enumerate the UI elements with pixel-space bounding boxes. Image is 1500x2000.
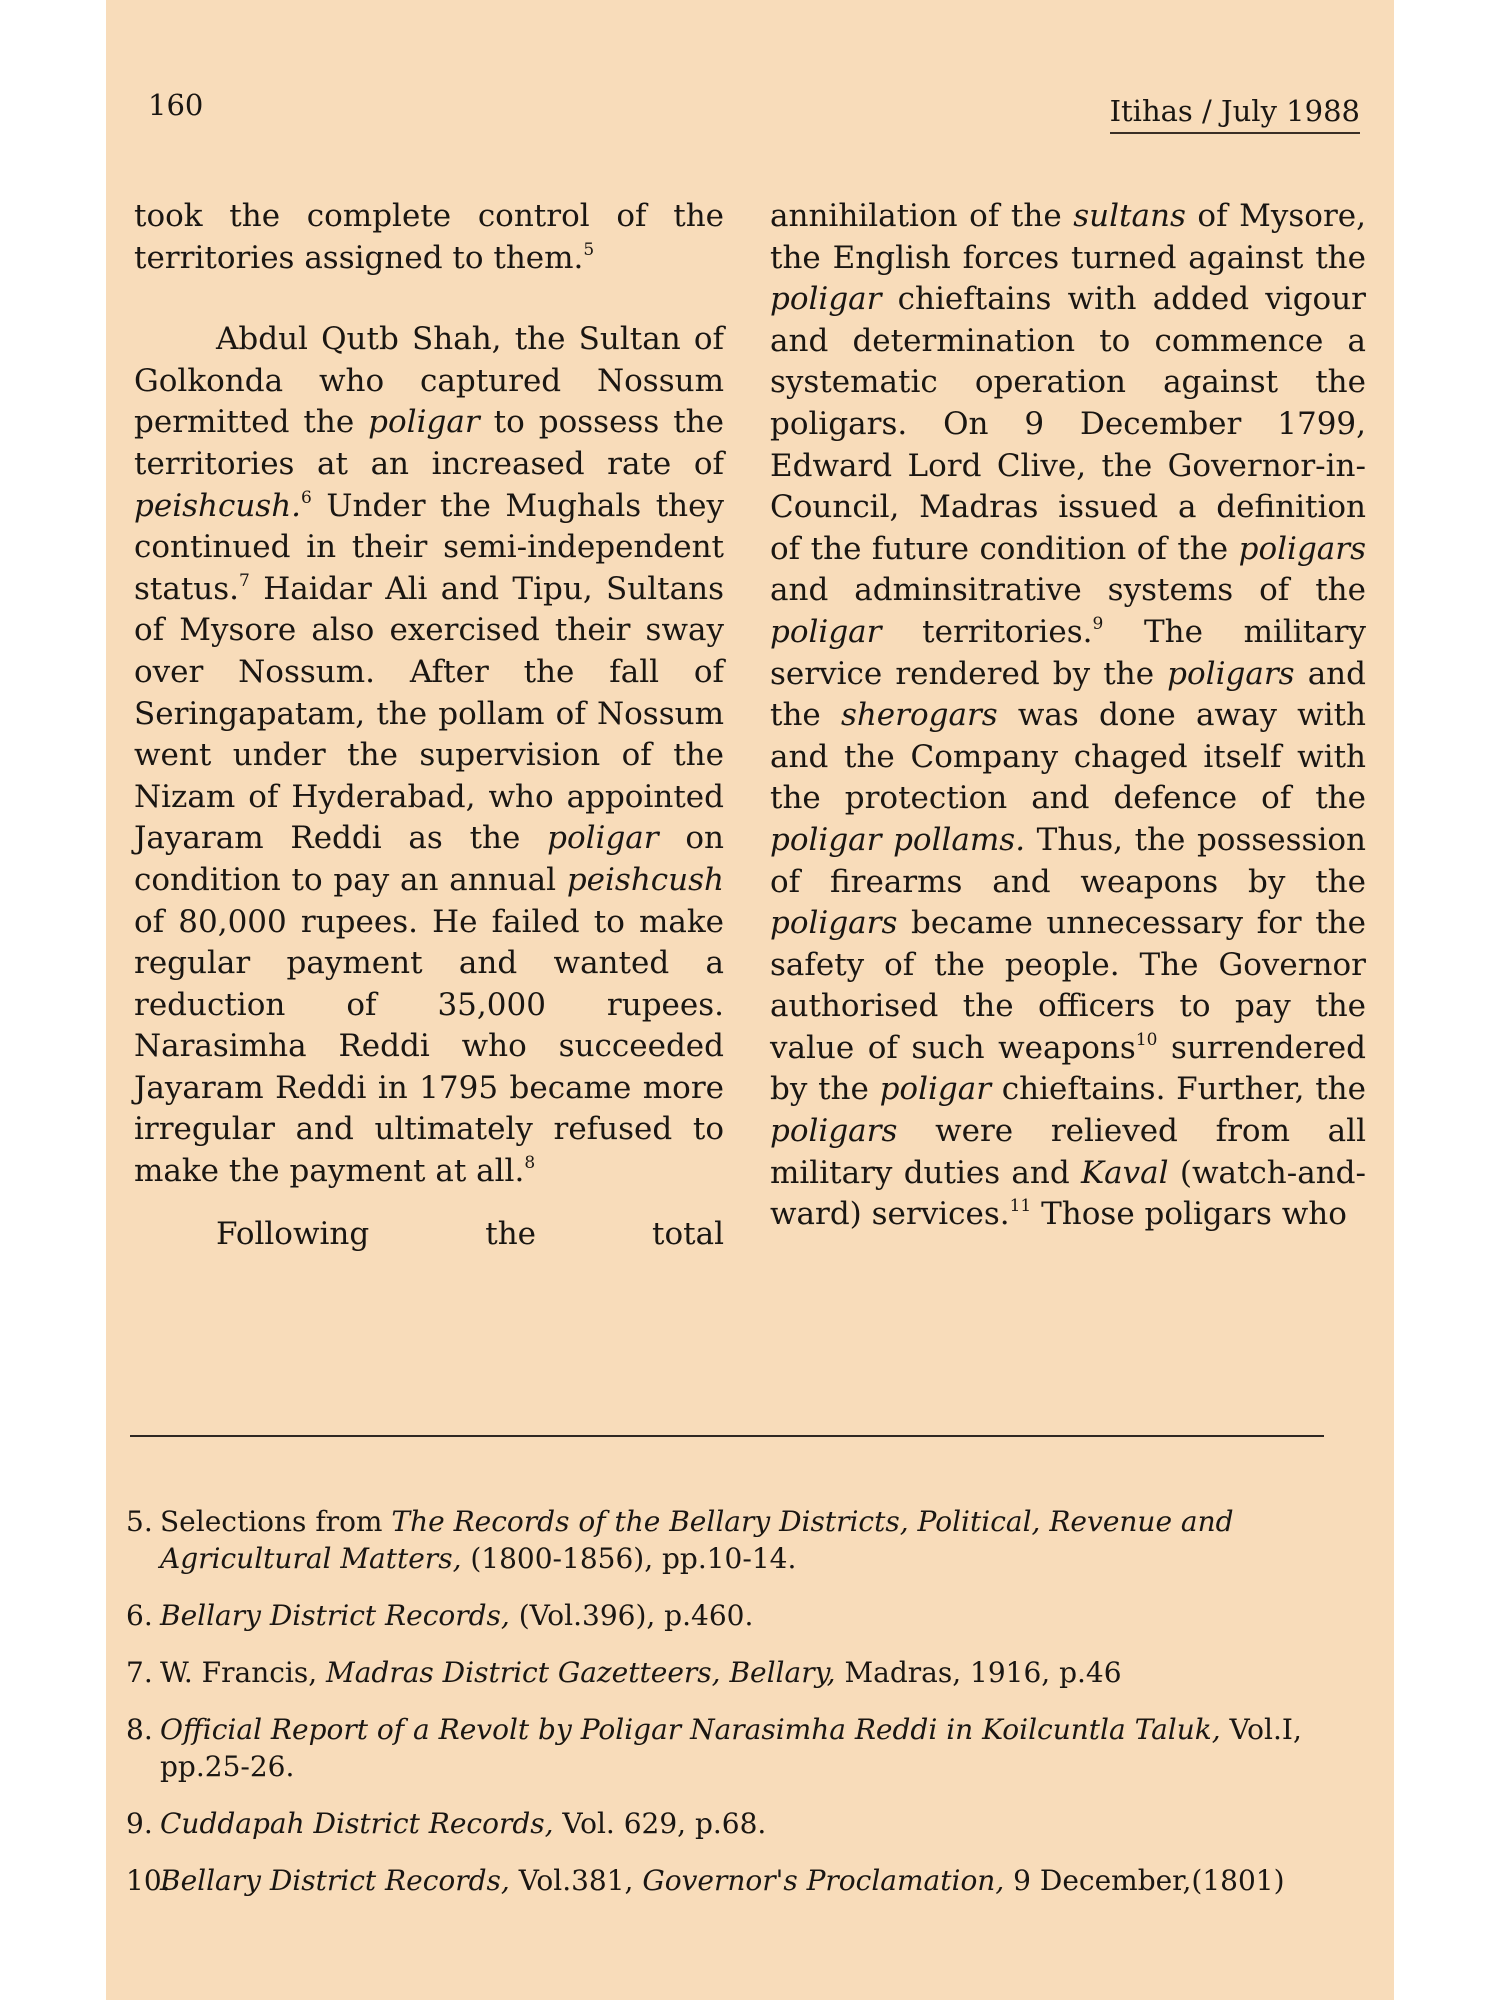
journal-title: Itihas / July 1988: [1110, 94, 1360, 134]
paragraph-continuation: took the complete control of the territories assigned to them.$^5$: [134, 198, 724, 276]
footnote-ref-8[interactable]: 8: [524, 1153, 536, 1174]
footnote-ref-11[interactable]: 11: [1009, 1196, 1032, 1217]
paragraph-annihilation: annihilation of the sultans of Mysore, the English forces turned against the poligar chieftains with added vigour and determination to commence a systematic operation against the poligars. On 9 December 1799, Edward Lord Clive, the Governor-in-Council, Madras issued a definition of the future condition of the poligars and adminsitrative systems of the poligar territories.$^9$ The military service rendered by the poligars and the sherogars was done away with and the Company chaged itself with the protection and defence of the poligar pollams. Thus, the possession of firearms and weapons by the poligars became unnecessary for the safety of the people. The Governor authorised the officers to pay the value of such weapons$^{10}$ surrendered by the poligar chieftains. Further, the poligars were relieved from all military duties and Kaval (watch-and-ward) services.$^{11}$ Those poligars who: [770, 198, 1367, 1233]
footnote-ref-5[interactable]: 5: [583, 239, 595, 260]
footnote-ref-7[interactable]: 7: [239, 570, 250, 591]
paragraph-abdul-qutb-shah: Abdul Qutb Shah, the Sultan of Golkonda who captured Nossum permitted the poligar to possess the territories at an increased rate of peishcush.$^6$ Under the Mughals they continued in their semi-independent status.$^7$ Haidar Ali and Tipu, Sultans of Mysore also exercised their sway over Nossum. After the fall of Seringapatam, the pollam of Nossum went under the supervision of the Nizam of Hyderabad, who appointed Jayaram Reddi as the poligar on condition to pay an annual peishcush of 80,000 rupees. He failed to make regular payment and wanted a reduction of 35,000 rupees. Narasimha Reddi who succeeded Jayaram Reddi in 1795 became more irregular and ultimately refused to make the payment at all.$^8$: [134, 321, 725, 1190]
footnotes: [126, 1503, 1351, 1919]
right-column: [770, 196, 1366, 1236]
footnote-ref-6[interactable]: 6: [301, 487, 312, 508]
footnote-7: 7. W. Francis, Madras District Gazetteers, Bellary, Madras, 1916, p.46: [126, 1656, 1122, 1689]
left-column: [134, 196, 724, 1255]
journal-page: [106, 0, 1394, 2000]
paragraph-following: Following the total: [216, 1215, 724, 1252]
footnote-6: 6. Bellary District Records, (Vol.396), p.460.: [126, 1599, 754, 1632]
footnote-10: 10.Bellary District Records, Vol.381, Governor's Proclamation, 9 December,(1801): [126, 1864, 1285, 1897]
footnote-ref-10[interactable]: 10: [1135, 1029, 1158, 1050]
footnote-5: 5. Selections from The Records of the Bellary Districts, Political, Revenue and Agricultural Matters, (1800-1856), pp.10-14.: [126, 1505, 1234, 1575]
footnote-divider: [130, 1435, 1324, 1437]
page-number: 160: [148, 88, 204, 122]
footnote-9: 9. Cuddapah District Records, Vol. 629, p.68.: [126, 1807, 767, 1840]
footnote-ref-9[interactable]: 9: [1092, 613, 1104, 634]
footnote-8: 8. Official Report of a Revolt by Poligar Narasimha Reddi in Koilcuntla Taluk, Vol.I, pp.25-26.: [126, 1713, 1302, 1783]
